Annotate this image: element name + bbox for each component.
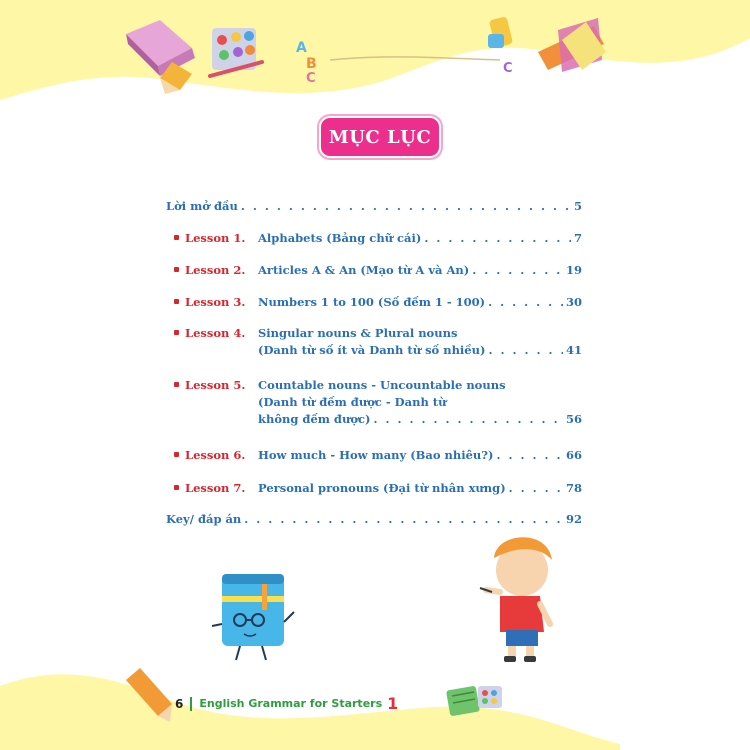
dot-leader — [472, 262, 563, 279]
toc-page-number: 66 — [565, 448, 582, 462]
lesson-label: Lesson 6. — [174, 447, 245, 464]
dot-leader — [488, 342, 563, 359]
toc-page-number: 19 — [565, 263, 582, 277]
toc-entry-title: Alphabets (Bảng chữ cái) — [258, 231, 422, 245]
toc-page-number: 30 — [565, 295, 582, 309]
toc-page-number: 41 — [565, 343, 582, 357]
footer-book-title: English Grammar for Starters — [199, 697, 383, 710]
dot-leader — [241, 198, 571, 215]
bullet-icon — [174, 235, 179, 240]
toc-entry-title: Articles A & An (Mạo từ A và An) — [258, 263, 470, 277]
bullet-icon — [174, 382, 179, 387]
footer-volume-number: 1 — [387, 694, 399, 713]
letter-b-block: B — [306, 56, 317, 72]
page-footer — [175, 694, 398, 713]
toc-entry-title: Singular nouns & Plural nouns — [258, 326, 458, 340]
lesson-label: Lesson 3. — [174, 294, 245, 311]
toc-entry-title: Personal pronouns (Đại từ nhân xưng) — [258, 481, 506, 495]
toc-page-number: 7 — [573, 231, 582, 245]
bullet-icon — [174, 485, 179, 490]
dot-leader — [244, 511, 563, 528]
letter-c-block-left: C — [306, 71, 316, 86]
dot-leader — [373, 411, 563, 428]
toc-entry-title: Numbers 1 to 100 (Số đếm 1 - 100) — [258, 295, 486, 309]
toc-entry-subtitle: không đếm được) — [258, 412, 371, 426]
bullet-icon — [174, 299, 179, 304]
letter-a-block: A — [296, 40, 307, 56]
toc-page-number: 92 — [565, 512, 582, 526]
toc-entry-title: Key/ đáp án — [166, 512, 242, 526]
dot-leader — [488, 294, 563, 311]
bullet-icon — [174, 267, 179, 272]
footer-page-number: 6 — [175, 696, 184, 711]
letter-c-block-right: C — [503, 61, 513, 76]
toc-entry-title: Countable nouns - Uncountable nouns — [258, 378, 506, 392]
lesson-label: Lesson 7. — [174, 480, 245, 497]
bullet-icon — [174, 452, 179, 457]
toc-page-number: 56 — [565, 412, 582, 426]
page-title: MỤC LỤC — [328, 126, 432, 148]
dot-leader — [509, 480, 563, 497]
dot-leader — [496, 447, 563, 464]
footer-divider — [190, 697, 192, 711]
bullet-icon — [174, 330, 179, 335]
toc-entry-title: Lời mở đầu — [166, 199, 238, 213]
lesson-label: Lesson 5. — [174, 377, 245, 394]
toc-entry-title: How much - How many (Bao nhiêu?) — [258, 448, 494, 462]
lesson-label: Lesson 4. — [174, 325, 245, 342]
toc-page-number: 78 — [565, 481, 582, 495]
toc-entry-subtitle: (Danh từ số ít và Danh từ số nhiều) — [258, 343, 486, 357]
dot-leader — [424, 230, 571, 247]
toc-entry-subtitle: (Danh từ đếm được - Danh từ — [258, 395, 447, 409]
lesson-label: Lesson 2. — [174, 262, 245, 279]
lesson-label: Lesson 1. — [174, 230, 245, 247]
toc-page-number: 5 — [573, 199, 582, 213]
